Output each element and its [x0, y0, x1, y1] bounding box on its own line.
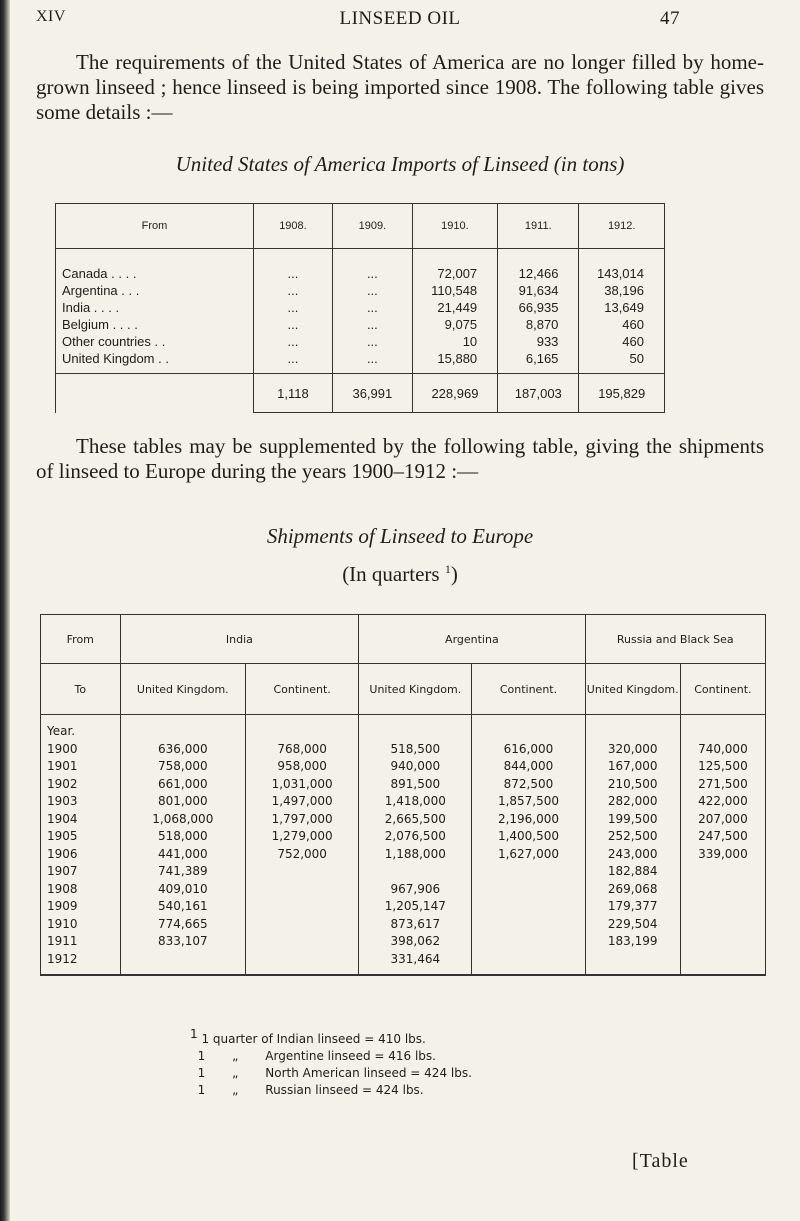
shipments-table	[40, 614, 766, 976]
t2-cell-arg-uk: 1,188,000	[384, 846, 446, 861]
table2-title: Shipments of Linseed to Europe	[266, 524, 534, 548]
table1-title: United States of America Imports of Linseed (in tons)	[175, 152, 625, 176]
t2-cell-rus-cont: 339,000	[698, 846, 748, 861]
t2-cell-india-uk: 741,389	[157, 864, 208, 878]
footnote-2	[190, 1048, 472, 1065]
t1-1909-column	[333, 249, 413, 374]
t2-year: 1906	[47, 846, 78, 861]
t2-year: 1902	[47, 776, 78, 791]
book-binding-edge	[0, 0, 10, 1221]
t1-cell-y1911: 933	[536, 334, 559, 349]
t1-total-1910: 228,969	[412, 374, 497, 413]
t1-cell-y1911: 12,466	[518, 266, 559, 281]
footnote-4-lead: 1	[197, 1083, 206, 1097]
t2-cell-india-cont	[246, 898, 358, 916]
t1-cell-y1911: 8,870	[525, 317, 559, 332]
table2-subtitle	[0, 562, 800, 587]
t2-cell-rus-uk: 199,500	[607, 811, 658, 826]
t2-cell-rus-cont	[681, 951, 765, 969]
t2-cell-arg-uk	[359, 863, 471, 881]
t2-cell-arg-uk: 1,418,000	[384, 794, 446, 808]
t2-cell-arg-uk: 331,464	[390, 951, 441, 966]
t2-sub-rus-cont: Continent.	[680, 664, 765, 715]
t2-year: 1907	[47, 864, 78, 878]
t1-cell-from: United Kingdom . .	[62, 351, 169, 366]
t1-cell-y1911: 66,935	[518, 300, 559, 315]
t2-cell-rus-uk: 229,504	[607, 916, 658, 931]
t2-cell-arg-uk: 518,500	[390, 741, 441, 756]
t2-cell-arg-cont	[472, 933, 584, 951]
table2-subtitle-text: (In quarters	[342, 562, 440, 586]
footnote-2-text: Argentine linseed = 416 lbs.	[265, 1049, 436, 1063]
t2-cell-rus-uk: 320,000	[607, 741, 658, 756]
t2-cell-rus-cont: 740,000	[698, 741, 748, 756]
t2-cell-arg-uk: 891,500	[390, 776, 441, 791]
t2-cell-arg-cont: 1,627,000	[497, 846, 560, 861]
t1-cell-y1908: ...	[287, 266, 299, 281]
footnote-2-lead: 1	[197, 1049, 206, 1063]
t1-cell-y1910: 21,449	[437, 300, 478, 315]
t2-russia-uk-column	[585, 715, 680, 976]
t2-year-label: Year.	[47, 724, 76, 738]
t2-cell-india-cont: 768,000	[277, 741, 327, 756]
t2-cell-arg-uk: 2,076,500	[384, 829, 446, 843]
intro-paragraph: The requirements of the United States of America are no longer filled by home-grown linseed ; hence linseed is being imported since 1908. The following table gives some details :—	[36, 50, 764, 124]
t2-cell-india-uk: 636,000	[157, 741, 208, 756]
t2-year: 1908	[47, 881, 78, 896]
t2-sub-arg-uk: United Kingdom.	[359, 664, 472, 715]
t2-cell-india-cont: 1,797,000	[271, 811, 333, 826]
table2-subtitle-end: )	[450, 562, 458, 586]
ditto-mark: „	[232, 1049, 239, 1063]
t2-cell-rus-cont	[681, 898, 765, 916]
t1-total-1911: 187,003	[498, 374, 579, 413]
t2-cell-rus-cont: 271,500	[698, 776, 748, 791]
t1-cell-y1912: 50	[629, 351, 644, 366]
t1-1911-column	[498, 249, 579, 374]
t1-cell-y1912: 13,649	[604, 300, 644, 315]
t2-sub-rus-uk: United Kingdom.	[585, 664, 680, 715]
page-number: 47	[660, 8, 680, 29]
t2-cell-rus-cont: 125,500	[698, 759, 748, 773]
t2-cell-arg-uk: 2,665,500	[384, 811, 446, 826]
t2-cell-india-cont	[246, 881, 358, 899]
t2-sub-india-cont: Continent.	[246, 664, 359, 715]
t2-spacer	[121, 723, 246, 741]
t2-spacer	[246, 723, 358, 741]
t2-cell-india-cont: 752,000	[277, 846, 327, 861]
t1-cell-y1910: 10	[462, 334, 478, 349]
t2-cell-india-uk: 661,000	[157, 776, 208, 791]
t1-col-1911: 1911.	[498, 204, 579, 249]
t2-cell-rus-cont	[681, 933, 765, 951]
t1-cell-from: Belgium . . . .	[62, 317, 138, 332]
t1-cell-y1910: 9,075	[444, 317, 478, 332]
t2-group-russia: Russia and Black Sea	[585, 615, 765, 664]
t2-cell-arg-cont: 1,857,500	[497, 794, 560, 808]
t1-cell-y1912: 460	[622, 334, 644, 349]
t2-cell-india-cont	[246, 863, 358, 881]
t2-cell-arg-uk: 873,617	[390, 916, 441, 931]
t2-sub-arg-cont: Continent.	[472, 664, 585, 715]
running-title: LINSEED OIL	[339, 8, 461, 29]
t1-cell-y1908: ...	[287, 283, 299, 298]
t1-total-1912: 195,829	[579, 374, 665, 413]
t2-argentina-uk-column	[359, 715, 472, 976]
ditto-mark: „	[232, 1066, 239, 1080]
t1-col-1908: 1908.	[253, 204, 332, 249]
t1-cell-y1909: ...	[366, 334, 378, 349]
t1-cell-from: India . . . .	[62, 300, 120, 315]
t2-cell-india-cont: 1,497,000	[271, 794, 333, 808]
t1-total-label	[56, 374, 254, 413]
t1-col-1910: 1910.	[412, 204, 497, 249]
t1-cell-y1909: ...	[366, 351, 378, 366]
t1-cell-y1910: 72,007	[437, 266, 478, 281]
t2-cell-india-uk: 540,161	[157, 899, 208, 913]
t2-year-column	[41, 715, 121, 976]
t2-cell-india-uk: 774,665	[157, 916, 208, 931]
footnote-4-text: Russian linseed = 424 lbs.	[265, 1083, 424, 1097]
t1-1910-column	[412, 249, 497, 374]
t1-cell-from: Argentina . . .	[62, 283, 140, 298]
t2-spacer	[472, 723, 584, 741]
t2-cell-india-cont: 958,000	[277, 759, 327, 773]
t1-total-1909: 36,991	[333, 374, 413, 413]
t2-sub-india-uk: United Kingdom.	[120, 664, 246, 715]
t1-1908-column	[253, 249, 332, 374]
t2-cell-rus-cont: 207,000	[698, 811, 748, 826]
t2-india-continent-column	[246, 715, 359, 976]
t2-cell-arg-uk: 1,205,147	[384, 899, 446, 913]
t2-cell-india-uk: 758,000	[157, 759, 208, 773]
t2-year: 1910	[47, 916, 78, 931]
t2-cell-arg-cont	[472, 863, 584, 881]
footnote-marker: 1	[444, 562, 451, 576]
t2-year: 1909	[47, 899, 78, 913]
t2-cell-arg-cont	[472, 881, 584, 899]
t2-cell-rus-uk: 210,500	[607, 776, 658, 791]
t2-cell-arg-cont: 616,000	[503, 741, 554, 756]
t2-to-label: To	[41, 664, 121, 715]
t2-spacer	[681, 723, 765, 741]
t2-group-argentina: Argentina	[359, 615, 585, 664]
t1-cell-y1912: 143,014	[597, 266, 644, 281]
t2-year: 1912	[47, 951, 78, 966]
t2-cell-rus-uk: 252,500	[607, 829, 658, 843]
t2-spacer	[586, 723, 680, 741]
t2-spacer	[359, 723, 471, 741]
t1-cell-y1909: ...	[366, 317, 378, 332]
t2-cell-india-uk: 518,000	[157, 829, 208, 843]
t1-from-column	[56, 249, 254, 374]
catchword: [Table	[632, 1150, 689, 1172]
t1-cell-y1911: 6,165	[525, 351, 559, 366]
footnote-1	[190, 1026, 472, 1048]
t1-cell-y1912: 38,196	[604, 283, 644, 298]
t1-cell-y1910: 15,880	[437, 351, 478, 366]
t1-col-from: From	[56, 204, 254, 249]
t2-cell-india-cont	[246, 951, 358, 969]
t2-group-india: India	[120, 615, 359, 664]
t2-cell-india-cont	[246, 933, 358, 951]
t2-cell-arg-cont	[472, 898, 584, 916]
footnote-3	[190, 1065, 472, 1082]
t2-cell-india-uk: 801,000	[157, 794, 208, 808]
us-imports-table	[55, 203, 665, 413]
t1-cell-y1908: ...	[287, 351, 299, 366]
t2-cell-arg-cont	[472, 916, 584, 934]
t2-cell-arg-uk: 398,062	[390, 934, 441, 948]
t2-cell-rus-uk: 243,000	[607, 846, 658, 861]
t1-cell-y1909: ...	[366, 266, 378, 281]
t2-year: 1904	[47, 811, 78, 826]
t1-total-1908: 1,118	[253, 374, 332, 413]
t2-cell-rus-cont	[681, 881, 765, 899]
t1-cell-y1909: ...	[366, 300, 378, 315]
t2-year: 1911	[47, 934, 78, 948]
t2-india-uk-column	[120, 715, 246, 976]
footnote-1-text: 1 quarter of Indian linseed = 410 lbs.	[201, 1032, 426, 1046]
t2-cell-rus-uk: 282,000	[607, 794, 658, 808]
t2-cell-rus-cont	[681, 916, 765, 934]
t2-cell-india-cont: 1,279,000	[271, 829, 333, 843]
t1-cell-y1908: ...	[287, 300, 299, 315]
t2-from-label: From	[41, 615, 121, 664]
t2-cell-arg-uk: 940,000	[390, 759, 441, 773]
t2-russia-continent-column	[680, 715, 765, 976]
t2-argentina-continent-column	[472, 715, 585, 976]
t2-cell-rus-uk: 179,377	[607, 899, 658, 913]
t2-cell-rus-cont: 247,500	[698, 829, 748, 843]
t2-cell-arg-uk: 967,906	[390, 881, 441, 896]
t2-year: 1901	[47, 759, 78, 773]
t2-cell-arg-cont: 872,500	[503, 776, 554, 791]
t2-cell-india-uk: 441,000	[157, 846, 208, 861]
t2-cell-rus-cont	[681, 863, 765, 881]
t1-cell-y1908: ...	[287, 334, 299, 349]
t2-cell-rus-uk	[586, 951, 680, 969]
t2-year: 1905	[47, 829, 78, 843]
t1-cell-y1909: ...	[366, 283, 378, 298]
footnote-4	[190, 1082, 472, 1099]
footnote-3-lead: 1	[197, 1066, 206, 1080]
t2-year: 1900	[47, 741, 78, 756]
t1-1912-column	[579, 249, 665, 374]
t2-cell-rus-cont: 422,000	[698, 794, 748, 808]
t2-cell-india-uk: 409,010	[157, 881, 208, 896]
t1-col-1909: 1909.	[333, 204, 413, 249]
t2-cell-india-uk	[121, 951, 246, 969]
t2-cell-rus-uk: 167,000	[607, 759, 658, 773]
t2-cell-rus-uk: 183,199	[607, 934, 658, 948]
t1-cell-from: Canada . . . .	[62, 266, 137, 281]
t2-cell-arg-cont	[472, 951, 584, 969]
t1-cell-from: Other countries . .	[62, 334, 166, 349]
t2-cell-arg-cont: 1,400,500	[497, 829, 560, 843]
footnotes	[190, 1026, 472, 1099]
t2-cell-arg-cont: 2,196,000	[497, 811, 560, 826]
t2-cell-india-cont: 1,031,000	[271, 776, 333, 791]
ditto-mark: „	[232, 1083, 239, 1097]
t2-cell-india-uk: 833,107	[157, 934, 208, 948]
t2-cell-rus-uk: 182,884	[607, 864, 658, 878]
t1-col-1912: 1912.	[579, 204, 665, 249]
t1-cell-y1912: 460	[622, 317, 644, 332]
t2-cell-india-uk: 1,068,000	[152, 811, 214, 826]
t1-cell-y1910: 110,548	[431, 283, 478, 298]
t2-cell-india-cont	[246, 916, 358, 934]
t2-year: 1903	[47, 794, 78, 808]
t2-cell-arg-cont: 844,000	[503, 759, 554, 773]
supplement-paragraph: These tables may be supplemented by the following table, giving the shipments of linseed to Europe during the years 1900–1912 :—	[36, 434, 764, 483]
footnote-marker-1: 1	[190, 1027, 198, 1041]
footnote-3-text: North American linseed = 424 lbs.	[265, 1066, 472, 1080]
page-section-numeral: XIV	[36, 8, 66, 25]
t1-cell-y1908: ...	[287, 317, 299, 332]
t1-cell-y1911: 91,634	[518, 283, 559, 298]
t2-cell-rus-uk: 269,068	[607, 881, 658, 896]
